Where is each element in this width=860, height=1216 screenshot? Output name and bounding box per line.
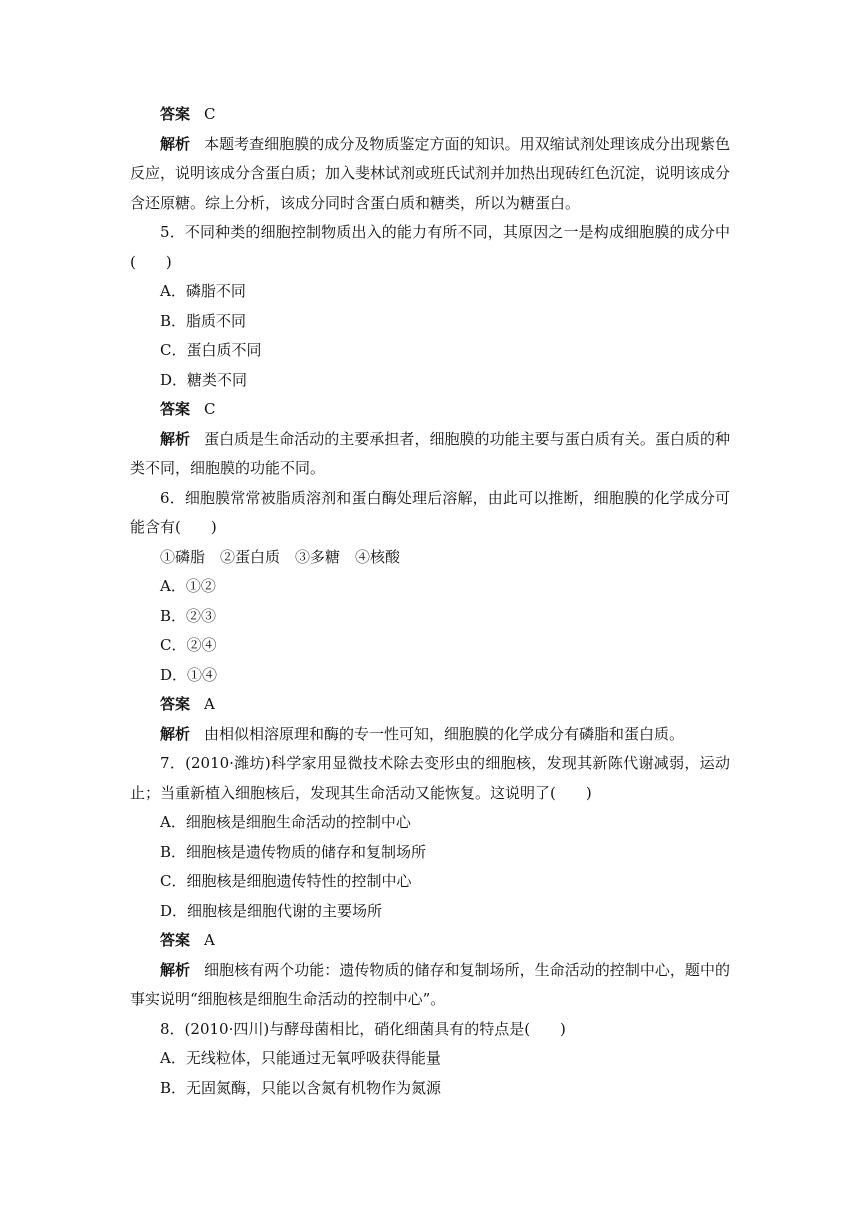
option-c: C．细胞核是细胞遗传特性的控制中心: [160, 872, 412, 890]
analysis-line: [130, 425, 730, 455]
question-line: 止；当重新植入细胞核后，发现其生命活动又能恢复。这说明了( ): [130, 783, 592, 802]
answer-value: A: [204, 695, 215, 713]
document-page: [130, 100, 730, 1103]
answer-label: 答案: [160, 931, 191, 949]
question-line: 7．(2010·潍坊)科学家用显微技术除去变形虫的细胞核，发现其新陈代谢减弱，运动: [160, 754, 730, 772]
option-a: A．磷脂不同: [160, 282, 246, 300]
analysis-line: 含还原糖。综上分析，该成分同时含蛋白质和糖类，所以为糖蛋白。: [130, 193, 581, 212]
answer-value: A: [204, 931, 215, 949]
analysis-line: [130, 720, 730, 750]
option-b: B．无固氮酶，只能以含氮有机物作为氮源: [160, 1078, 442, 1097]
question-line: ( ): [130, 252, 172, 271]
analysis-label: 解析: [160, 960, 191, 979]
question-line: 8．(2010·四川)与酵母菌相比，硝化细菌具有的特点是( ): [160, 1019, 566, 1038]
answer-label: 答案: [160, 695, 191, 713]
answer-line: [130, 100, 730, 130]
analysis-line: 类不同，细胞膜的功能不同。: [130, 459, 326, 477]
analysis-label: 解析: [160, 134, 191, 153]
analysis-label: 解析: [160, 429, 191, 448]
answer-line: [130, 690, 730, 720]
option-c: C．②④: [160, 636, 217, 654]
analysis-text: 由相似相溶原理和酶的专一性可知，细胞膜的化学成分有磷脂和蛋白质。: [204, 724, 685, 743]
option-b: B．细胞核是遗传物质的储存和复制场所: [160, 842, 427, 861]
analysis-text: 细胞核有两个功能：遗传物质的储存和复制场所，生命活动的控制中心，题中的: [204, 960, 730, 979]
answer-line: [130, 395, 730, 425]
analysis-text: 蛋白质是生命活动的主要承担者，细胞膜的功能主要与蛋白质有关。蛋白质的种: [204, 429, 730, 448]
answer-label: 答案: [160, 105, 191, 123]
choice-items: ①磷脂 ②蛋白质 ③多糖 ④核酸: [160, 547, 401, 566]
question-line: 6．细胞膜常常被脂质溶剂和蛋白酶处理后溶解，由此可以推断，细胞膜的化学成分可: [160, 488, 730, 507]
analysis-label: 解析: [160, 724, 191, 743]
analysis-line: 事实说明“细胞核是细胞生命活动的控制中心”。: [130, 990, 446, 1008]
question-line: 能含有( ): [130, 518, 217, 536]
question-line: 5．不同种类的细胞控制物质出入的能力有所不同，其原因之一是构成细胞膜的成分中: [160, 223, 730, 241]
answer-value: C: [204, 400, 216, 418]
option-a: A．细胞核是细胞生命活动的控制中心: [160, 813, 411, 831]
analysis-line: 反应，说明该成分含蛋白质；加入斐林试剂或班氏试剂并加热出现砖红色沉淀，说明该成分: [130, 164, 730, 182]
option-b: B．②③: [160, 606, 217, 625]
answer-value: C: [204, 105, 216, 123]
option-b: B．脂质不同: [160, 311, 247, 330]
answer-line: [130, 926, 730, 956]
option-a: A．①②: [160, 577, 216, 595]
option-d: D．①④: [160, 665, 218, 684]
option-d: D．糖类不同: [160, 370, 248, 389]
option-c: C．蛋白质不同: [160, 341, 262, 359]
analysis-line: [130, 130, 730, 160]
option-d: D．细胞核是细胞代谢的主要场所: [160, 901, 383, 920]
answer-label: 答案: [160, 400, 191, 418]
analysis-line: [130, 956, 730, 986]
analysis-text: 本题考查细胞膜的成分及物质鉴定方面的知识。用双缩试剂处理该成分出现紫色: [204, 134, 730, 153]
option-a: A．无线粒体，只能通过无氧呼吸获得能量: [160, 1049, 441, 1067]
